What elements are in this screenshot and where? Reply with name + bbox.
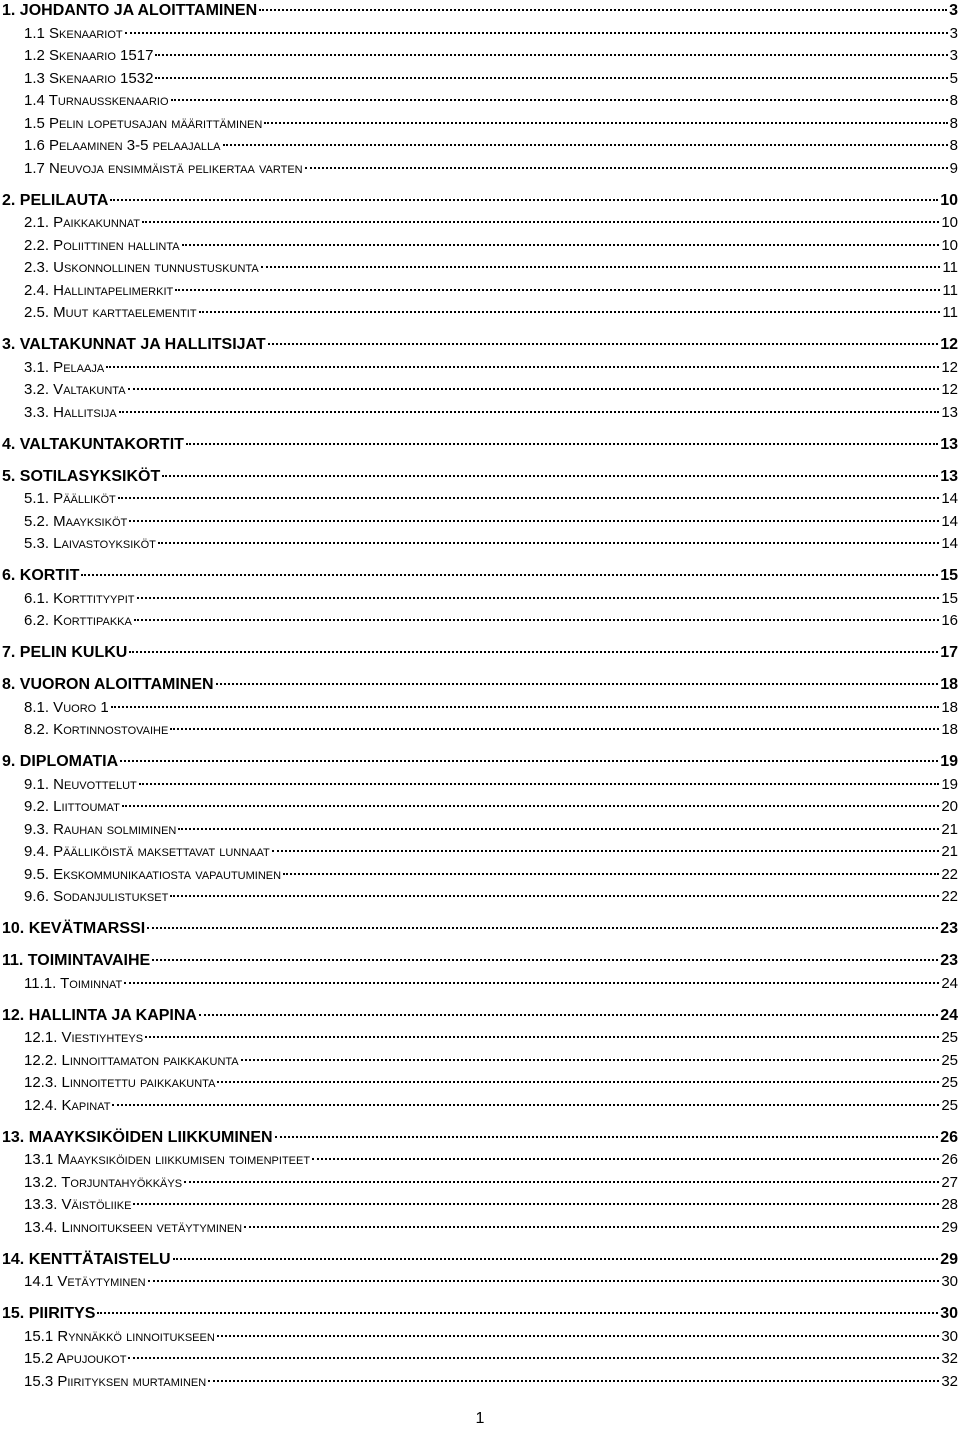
dot-leader [175, 289, 940, 291]
dot-leader [184, 1181, 939, 1183]
dot-leader [261, 266, 941, 268]
toc-section-entry[interactable] [0, 511, 960, 534]
toc-entry-page-number: 26 [940, 1128, 958, 1146]
toc-entry-page-number: 5 [949, 69, 958, 87]
dot-leader [155, 54, 947, 56]
dot-leader [217, 1081, 939, 1083]
dot-leader [199, 311, 941, 313]
toc-entry-page-number: 8 [949, 137, 958, 154]
toc-entry-page-number: 19 [940, 753, 958, 770]
section-gap [0, 1239, 960, 1249]
toc-entry-label: 15.3 Piirityksen murtaminen [24, 1372, 207, 1390]
toc-entry-label: 14.1 Vetäytyminen [24, 1273, 146, 1290]
section-gap [0, 665, 960, 675]
toc-entry-page-number: 8 [949, 114, 958, 132]
toc-chapter-entry[interactable] [0, 565, 960, 588]
section-gap [0, 1294, 960, 1304]
dot-leader [272, 850, 940, 852]
toc-entry-page-number: 12 [941, 358, 958, 376]
toc-chapter-entry[interactable] [0, 0, 960, 23]
toc-entry-label: 10. KEVÄTMARSSI [2, 920, 146, 937]
toc-section-entry[interactable] [0, 1348, 960, 1371]
toc-entry-page-number: 30 [941, 1273, 958, 1290]
toc-section-entry[interactable] [0, 1326, 960, 1349]
toc-entry-page-number: 21 [941, 820, 958, 838]
toc-entry-page-number: 14 [941, 490, 958, 507]
dot-leader [128, 388, 940, 390]
toc-entry-page-number: 10 [941, 236, 958, 254]
dot-leader [119, 411, 940, 413]
dot-leader [111, 706, 940, 708]
section-gap [0, 180, 960, 190]
toc-entry-page-number: 23 [940, 920, 958, 937]
toc-entry-label: 9.2. Liittoumat [24, 798, 120, 815]
toc-chapter-entry[interactable] [0, 190, 960, 213]
toc-entry-page-number: 26 [941, 1151, 958, 1168]
toc-entry-label: 13.3. Väistöliike [24, 1196, 132, 1213]
toc-section-entry[interactable] [0, 610, 960, 633]
toc-entry-page-number: 22 [941, 888, 958, 905]
toc-section-entry[interactable] [0, 1172, 960, 1195]
toc-entry-label: 5.2. Maayksiköt [24, 512, 128, 530]
dot-leader [170, 895, 939, 897]
dot-leader [129, 520, 939, 522]
section-gap [0, 909, 960, 919]
toc-section-entry[interactable] [0, 1095, 960, 1118]
toc-entry-page-number: 25 [941, 1051, 958, 1069]
dot-leader [182, 244, 940, 246]
toc-entry-label: 14. KENTTÄTAISTELU [2, 1250, 171, 1268]
toc-entry-label: 9.5. Ekskommunikaatiosta vapautuminen [24, 865, 282, 883]
dot-leader [264, 122, 947, 124]
toc-entry-label: 1.2 Skenaario 1517 [24, 47, 154, 64]
toc-entry-page-number: 21 [941, 843, 958, 860]
toc-entry-page-number: 18 [941, 721, 958, 738]
toc-entry-page-number: 25 [941, 1096, 958, 1114]
toc-entry-page-number: 32 [941, 1372, 958, 1390]
toc-entry-label: 5.1. Päälliköt [24, 490, 116, 507]
section-gap [0, 424, 960, 434]
toc-entry-label: 1. JOHDANTO JA ALOITTAMINEN [2, 2, 258, 19]
toc-entry-page-number: 30 [941, 1327, 958, 1345]
toc-entry-page-number: 9 [949, 159, 958, 177]
dot-leader [241, 1059, 940, 1061]
toc-entry-page-number: 10 [940, 191, 958, 209]
toc-entry-label: 12.2. Linnoittamaton paikkakunta [24, 1051, 239, 1069]
toc-entry-page-number: 25 [941, 1029, 958, 1046]
toc-entry-page-number: 29 [941, 1218, 958, 1236]
toc-entry-label: 9. DIPLOMATIA [2, 753, 119, 770]
dot-leader [139, 783, 940, 785]
toc-entry-label: 1.1 Skenaariot [24, 24, 123, 42]
toc-entry-page-number: 22 [941, 865, 958, 883]
toc-entry-label: 12. HALLINTA JA KAPINA [2, 1006, 197, 1024]
toc-entry-page-number: 18 [941, 698, 958, 716]
toc-entry-page-number: 11 [942, 259, 958, 276]
toc-entry-page-number: 3 [949, 47, 958, 64]
toc-chapter-entry[interactable] [0, 751, 960, 774]
section-gap [0, 556, 960, 566]
toc-entry-page-number: 17 [940, 644, 958, 661]
toc-entry-label: 6.1. Korttityypit [24, 589, 135, 607]
toc-entry-label: 8. VUORON ALOITTAMINEN [2, 676, 214, 693]
toc-entry-page-number: 12 [941, 381, 958, 398]
dot-leader [124, 982, 939, 984]
toc-section-entry[interactable] [0, 588, 960, 611]
toc-entry-label: 8.1. Vuoro 1 [24, 698, 109, 716]
toc-section-entry[interactable] [0, 1050, 960, 1073]
toc-entry-label: 12.3. Linnoitettu paikkakunta [24, 1074, 216, 1091]
toc-entry-label: 1.6 Pelaaminen 3-5 pelaajalla [24, 137, 221, 154]
toc-section-entry[interactable] [0, 357, 960, 380]
dot-leader [283, 873, 939, 875]
toc-entry-label: 7. PELIN KULKU [2, 644, 128, 661]
toc-section-entry[interactable] [0, 1217, 960, 1240]
toc-entry-label: 2.2. Poliittinen hallinta [24, 236, 180, 254]
toc-entry-page-number: 20 [941, 798, 958, 815]
toc-entry-page-number: 32 [941, 1350, 958, 1367]
toc-entry-label: 2.4. Hallintapelimerkit [24, 281, 174, 299]
toc-entry-page-number: 15 [940, 567, 958, 584]
dot-leader [145, 1036, 939, 1038]
toc-section-entry[interactable] [0, 302, 960, 325]
toc-section-entry[interactable] [0, 1149, 960, 1172]
toc-entry-label: 2.5. Muut karttaelementit [24, 304, 197, 321]
toc-entry-label: 12.4. Kapinat [24, 1096, 111, 1114]
toc-chapter-entry[interactable] [0, 1303, 960, 1326]
toc-entry-page-number: 3 [949, 2, 958, 19]
dot-leader [97, 1312, 938, 1314]
dot-leader [106, 366, 939, 368]
dot-leader [152, 959, 938, 961]
toc-entry-label: 1.4 Turnausskenaario [24, 92, 169, 109]
dot-leader [199, 1014, 938, 1016]
dot-leader [208, 1380, 939, 1382]
toc-chapter-entry[interactable] [0, 674, 960, 697]
dot-leader [171, 99, 948, 101]
dot-leader [133, 1203, 939, 1205]
toc-entry-page-number: 13 [941, 403, 958, 421]
toc-entry-page-number: 12 [940, 336, 958, 353]
toc-entry-page-number: 15 [941, 589, 958, 607]
toc-section-entry[interactable] [0, 212, 960, 235]
toc-chapter-entry[interactable] [0, 918, 960, 941]
toc-entry-label: 2. PELILAUTA [2, 191, 109, 209]
toc-section-entry[interactable] [0, 235, 960, 258]
toc-section-entry[interactable] [0, 1371, 960, 1394]
dot-leader [158, 542, 939, 544]
toc-entry-label: 1.7 Neuvoja ensimmäistä pelikertaa varten [24, 159, 303, 177]
toc-entry-page-number: 27 [941, 1173, 958, 1191]
toc-entry-label: 11. TOIMINTAVAIHE [2, 952, 151, 969]
toc-entry-label: 4. VALTAKUNTAKORTIT [2, 435, 184, 453]
toc-entry-page-number: 3 [949, 24, 958, 42]
toc-entry-page-number: 14 [941, 512, 958, 530]
toc-section-entry[interactable] [0, 90, 960, 113]
toc-entry-page-number: 23 [940, 952, 958, 969]
dot-leader [244, 1226, 939, 1228]
toc-entry-page-number: 14 [941, 535, 958, 552]
toc-entry-label: 6. KORTIT [2, 567, 80, 584]
dot-leader [120, 760, 938, 762]
toc-entry-label: 2.1. Paikkakunnat [24, 214, 141, 231]
toc-entry-label: 13. MAAYKSIKÖIDEN LIIKKUMINEN [2, 1128, 273, 1146]
toc-chapter-entry[interactable] [0, 1249, 960, 1272]
section-gap [0, 1117, 960, 1127]
toc-section-entry[interactable] [0, 533, 960, 556]
dot-leader [312, 1158, 939, 1160]
toc-section-entry[interactable] [0, 819, 960, 842]
section-gap [0, 941, 960, 951]
toc-entry-label: 3.3. Hallitsija [24, 403, 117, 421]
toc-section-entry[interactable] [0, 719, 960, 742]
page-number: 1 [475, 1410, 485, 1427]
toc-entry-label: 2.3. Uskonnollinen tunnustuskunta [24, 259, 259, 276]
toc-entry-label: 12.1. Viestiyhteys [24, 1029, 144, 1046]
dot-leader [134, 619, 939, 621]
toc-section-entry[interactable] [0, 45, 960, 68]
dot-leader [162, 475, 938, 477]
toc-section-entry[interactable] [0, 488, 960, 511]
dot-leader [128, 1357, 939, 1359]
toc-section-entry[interactable] [0, 158, 960, 181]
toc-section-entry[interactable] [0, 113, 960, 136]
toc-entry-label: 3.1. Pelaaja [24, 358, 105, 376]
toc-entry-page-number: 30 [940, 1305, 958, 1322]
toc-entry-label: 5. SOTILASYKSIKÖT [2, 467, 161, 485]
dot-leader [112, 1104, 939, 1106]
dot-leader [305, 167, 948, 169]
dot-leader [268, 343, 939, 345]
toc-section-entry[interactable] [0, 1271, 960, 1294]
toc-entry-label: 15.2 Apujoukot [24, 1350, 127, 1367]
dot-leader [217, 1335, 940, 1337]
toc-entry-label: 6.2. Korttipakka [24, 612, 132, 629]
toc-entry-label: 9.1. Neuvottelut [24, 775, 137, 793]
toc-entry-label: 11.1. Toiminnat [24, 974, 123, 992]
toc-entry-page-number: 11 [942, 281, 958, 299]
dot-leader [81, 574, 938, 576]
toc-entry-label: 5.3. Laivastoyksiköt [24, 535, 156, 552]
section-gap [0, 456, 960, 466]
toc-chapter-entry[interactable] [0, 334, 960, 357]
toc-entry-label: 8.2. Kortinnostovaihe [24, 721, 169, 738]
toc-section-entry[interactable] [0, 280, 960, 303]
toc-entry-label: 13.1 Maayksiköiden liikkumisen toimenpiteet [24, 1151, 311, 1168]
dot-leader [148, 1280, 940, 1282]
toc-entry-page-number: 11 [942, 304, 958, 321]
toc-entry-label: 9.4. Päälliköistä maksettavat lunnaat [24, 843, 270, 860]
toc-section-entry[interactable] [0, 135, 960, 158]
section-gap [0, 325, 960, 335]
toc-chapter-entry[interactable] [0, 950, 960, 973]
dot-leader [155, 77, 947, 79]
toc-section-entry[interactable] [0, 1072, 960, 1095]
dot-leader [142, 221, 939, 223]
dot-leader [216, 683, 939, 685]
toc-entry-page-number: 18 [940, 676, 958, 693]
dot-leader [170, 728, 939, 730]
toc-chapter-entry[interactable] [0, 1005, 960, 1028]
toc-entry-page-number: 19 [941, 775, 958, 793]
toc-entry-page-number: 25 [941, 1074, 958, 1091]
toc-section-entry[interactable] [0, 257, 960, 280]
section-gap [0, 633, 960, 643]
toc-entry-label: 15.1 Rynnäkkö linnoitukseen [24, 1327, 215, 1345]
toc-entry-label: 9.6. Sodanjulistukset [24, 888, 169, 905]
dot-leader [122, 805, 940, 807]
toc-entry-label: 3. VALTAKUNNAT JA HALLITSIJAT [2, 336, 266, 353]
toc-entry-page-number: 10 [941, 214, 958, 231]
toc-section-entry[interactable] [0, 1194, 960, 1217]
toc-section-entry[interactable] [0, 864, 960, 887]
toc-chapter-entry[interactable] [0, 434, 960, 457]
toc-entry-label: 13.2. Torjuntahyökkäys [24, 1173, 183, 1191]
toc-entry-label: 13.4. Linnoitukseen vetäytyminen [24, 1218, 243, 1236]
toc-chapter-entry[interactable] [0, 466, 960, 489]
dot-leader [223, 144, 948, 146]
toc-entry-page-number: 24 [940, 1006, 958, 1024]
toc-entry-label: 15. PIIRITYS [2, 1305, 96, 1322]
dot-leader [125, 32, 948, 34]
toc-entry-label: 1.3 Skenaario 1532 [24, 69, 154, 87]
toc-entry-page-number: 13 [940, 467, 958, 485]
dot-leader [137, 597, 940, 599]
toc-section-entry[interactable] [0, 1027, 960, 1050]
dot-leader [178, 828, 939, 830]
toc-entry-label: 1.5 Pelin lopetusajan määrittäminen [24, 114, 263, 132]
toc-section-entry[interactable] [0, 774, 960, 797]
toc-entry-page-number: 24 [941, 974, 958, 992]
toc-entry-page-number: 16 [941, 612, 958, 629]
toc-chapter-entry[interactable] [0, 1127, 960, 1150]
dot-leader [118, 497, 940, 499]
dot-leader [186, 443, 938, 445]
toc-section-entry[interactable] [0, 68, 960, 91]
toc-entry-page-number: 8 [949, 92, 958, 109]
section-gap [0, 742, 960, 752]
toc-section-entry[interactable] [0, 886, 960, 909]
dot-leader [110, 199, 938, 201]
dot-leader [275, 1136, 939, 1138]
toc-section-entry[interactable] [0, 841, 960, 864]
section-gap [0, 995, 960, 1005]
dot-leader [173, 1258, 939, 1260]
toc-section-entry[interactable] [0, 697, 960, 720]
dot-leader [259, 9, 947, 11]
toc-section-entry[interactable] [0, 796, 960, 819]
toc-section-entry[interactable] [0, 402, 960, 425]
toc-section-entry[interactable] [0, 23, 960, 46]
toc-section-entry[interactable] [0, 973, 960, 996]
dot-leader [147, 927, 938, 929]
toc-entry-page-number: 29 [940, 1250, 958, 1268]
dot-leader [129, 651, 938, 653]
toc-chapter-entry[interactable] [0, 642, 960, 665]
toc-entry-label: 9.3. Rauhan solmiminen [24, 820, 177, 838]
toc-entry-page-number: 28 [941, 1196, 958, 1213]
toc-section-entry[interactable] [0, 379, 960, 402]
toc-entry-label: 3.2. Valtakunta [24, 381, 126, 398]
toc-entry-page-number: 13 [940, 435, 958, 453]
